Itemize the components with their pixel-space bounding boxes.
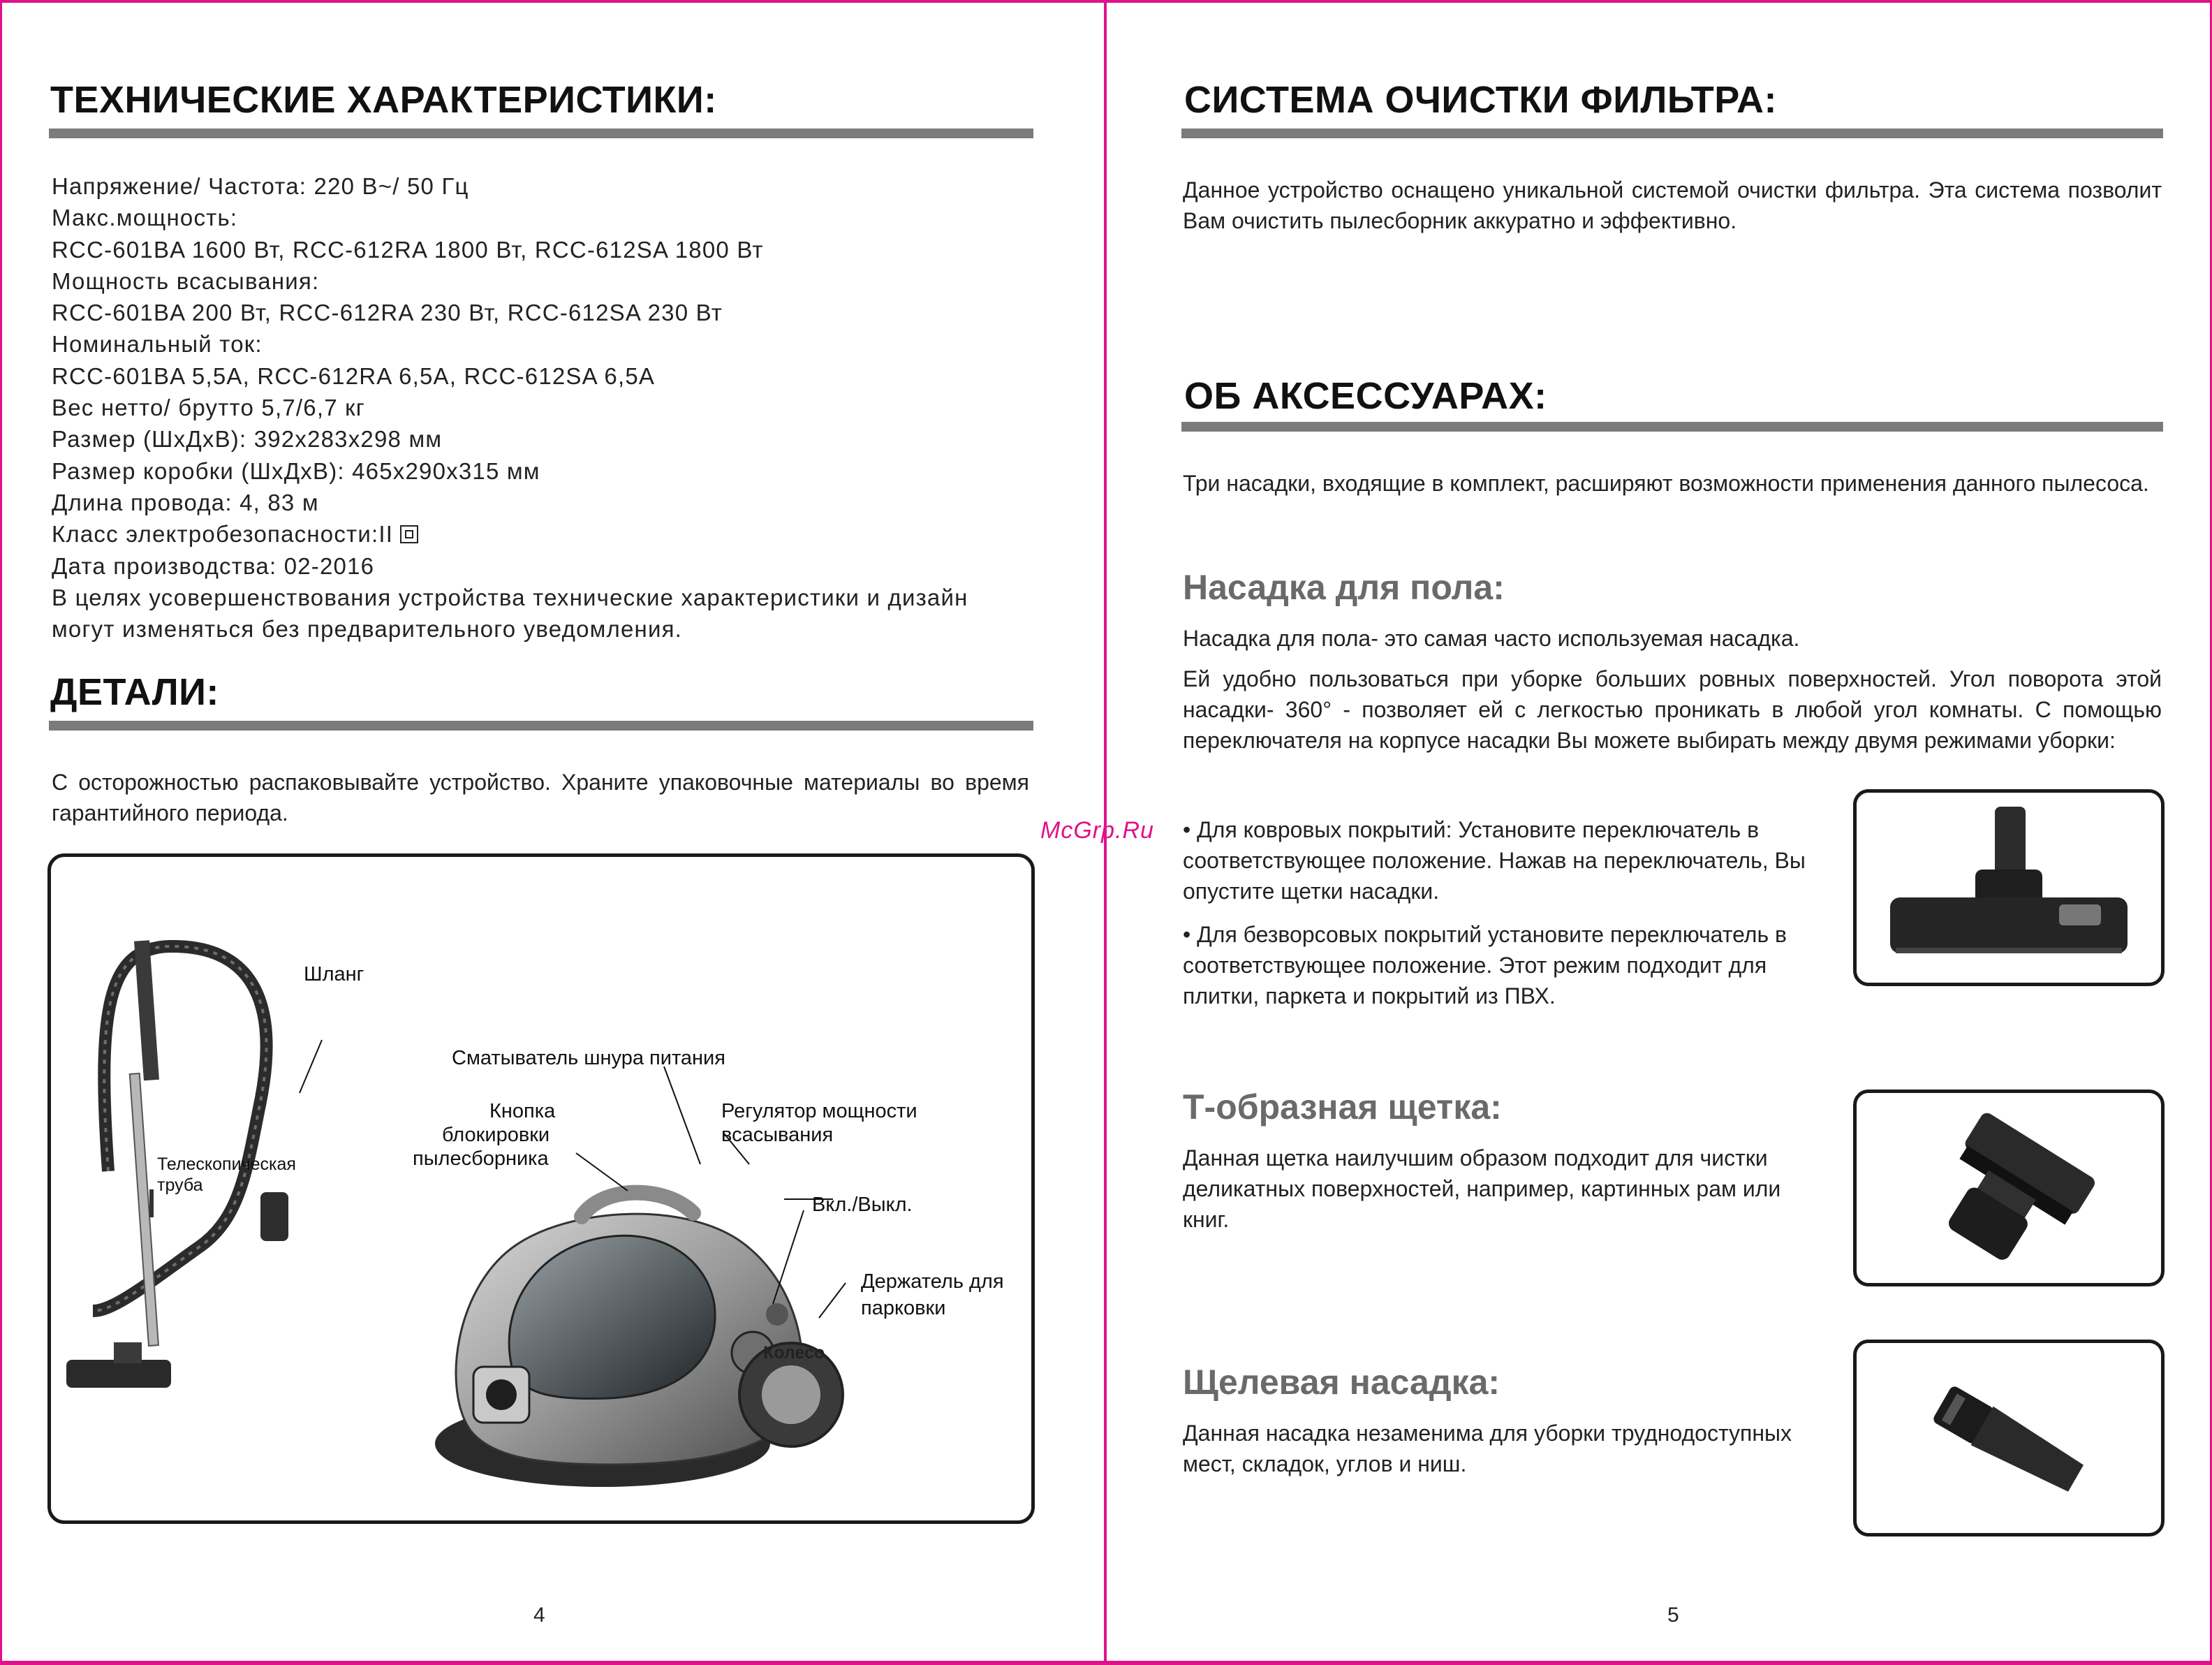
accessories-text: Три насадки, входящие в комплект, расширяют возможности применения данного пылесоса. [1183,471,2149,496]
label-lock-button-1: Кнопка [489,1100,556,1122]
details-title: ДЕТАЛИ: [50,671,219,713]
spec-line: RCC-601BA 5,5A, RCC-612RA 6,5A, RCC-612SA 6,5A [52,362,656,389]
spec-line: Макс.мощность: [52,205,238,231]
spec-line: Размер (ШхДхВ): 392x283x298 мм [52,426,443,453]
floor-nozzle-icon [1857,793,2161,983]
label-telescopic-1: Телескопическая [157,1154,296,1174]
bullet-hard-floor: • Для безворсовых покрытий установите переключатель в соответствующее положение. Этот режим подходит для плитки, паркета и покрытий из ПВХ. [1183,922,1787,1008]
label-power-regulator-1: Регулятор мощности [721,1100,917,1122]
spec-line: Мощность всасывания: [52,267,320,294]
label-on-off: Вкл./Выкл. [812,1194,913,1216]
specs-title: ТЕХНИЧЕСКИЕ ХАРАКТЕРИСТИКИ: [50,79,717,121]
label-wheel: Колесо [763,1343,825,1363]
floor-nozzle-image [1853,789,2165,986]
spec-class-text: Класс электробезопасности:II [52,521,394,548]
spec-line: RCC-601BA 200 Вт, RCC-612RA 230 Вт, RCC-612SA 230 Вт [52,300,723,326]
accessories-title-rule [1181,422,2163,432]
spec-line: Дата производства: 02-2016 [52,552,375,579]
label-telescopic-2: труба [157,1175,203,1195]
t-brush-icon [1857,1093,2161,1283]
crevice-image [1853,1340,2165,1536]
label-power-regulator-2: всасывания [721,1124,834,1146]
label-parking-2: парковки [861,1297,946,1319]
page-number-left: 4 [533,1604,545,1627]
double-insulation-icon [400,525,418,543]
filter-title: СИСТЕМА ОЧИСТКИ ФИЛЬТРА: [1184,79,1777,121]
t-brush-image [1853,1090,2165,1286]
floor-nozzle-text-1: Насадка для пола- это самая часто используемая насадка. [1183,626,1800,651]
floor-nozzle-text-2: Ей удобно пользоваться при уборке больших ровных поверхностей. Угол поворота этой насадки- 360° - позволяет ей с легкостью проникать в любой угол комнаты. С помощью переключателя на корпусе насадки Вы можете выбирать между двумя режимами уборки: [1183,666,2162,753]
crevice-text: Данная насадка незаменима для уборки труднодоступных мест, складок, углов и ниш. [1183,1421,1792,1476]
spec-line: Номинальный ток: [52,331,263,358]
details-text: С осторожностью распаковывайте устройство. Храните упаковочные материалы во время гарантийного периода. [52,770,1029,826]
spec-line: Вес нетто/ брутто 5,7/6,7 кг [52,395,365,421]
parts-diagram [47,853,1035,1524]
spec-line: Длина провода: 4, 83 м [52,489,319,515]
label-hose: Шланг [304,963,364,985]
filter-title-rule [1181,129,2163,138]
left-page [0,0,1105,1665]
t-brush-title: Т-образная щетка: [1183,1087,1502,1127]
right-page [1107,0,2212,1665]
spec-line: могут изменяться без предварительного уведомления. [52,616,683,643]
page-number-right: 5 [1667,1604,1679,1627]
crevice-title: Щелевая насадка: [1183,1363,1501,1402]
spec-line: Напряжение/ Частота: 220 В~/ 50 Гц [52,173,469,199]
t-brush-text: Данная щетка наилучшим образом подходит для чистки деликатных поверхностей, например, картинных рам или книг. [1183,1145,1781,1232]
spec-line: RCC-601BA 1600 Вт, RCC-612RA 1800 Вт, RCC-612SA 1800 Вт [52,236,764,263]
bullet-carpet: • Для ковровых покрытий: Установите переключатель в соответствующее положение. Нажав на переключатель, Вы опустите щетки насадки. [1183,817,1806,904]
label-lock-button-3: пылесборника [413,1147,549,1170]
filter-text: Данное устройство оснащено уникальной системой очистки фильтра. Эта система позволит Вам очистить пылесборник аккуратно и эффективно. [1183,177,2162,233]
label-cord-winder: Сматыватель шнура питания [452,1047,725,1069]
spec-line: В целях усовершенствования устройства технические характеристики и дизайн [52,584,968,610]
watermark: McGrp.Ru [1040,817,1154,844]
crevice-icon [1857,1343,2161,1533]
specs-title-rule [49,129,1033,138]
label-lock-button-2: блокировки [442,1124,550,1146]
floor-nozzle-title: Насадка для пола: [1183,568,1505,607]
specs-list [52,170,968,645]
spec-line-class [52,518,968,550]
accessories-title: ОБ АКСЕССУАРАХ: [1184,375,1547,417]
label-parking-1: Держатель для [861,1270,1004,1293]
spec-line: Размер коробки (ШхДхВ): 465x290x315 мм [52,457,540,484]
details-title-rule [49,721,1033,731]
